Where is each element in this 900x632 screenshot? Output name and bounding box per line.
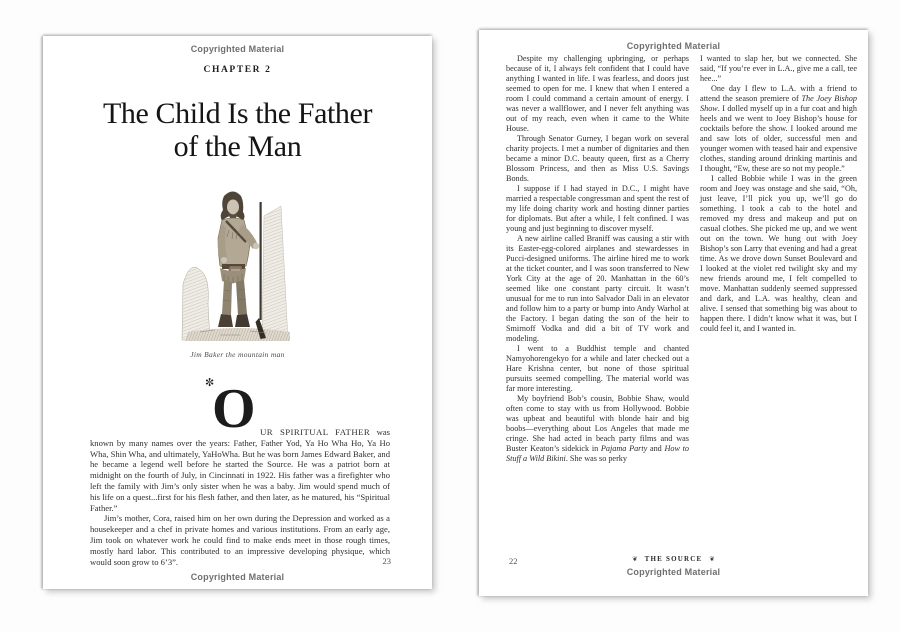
left-body-text <box>90 377 390 567</box>
dropcap-letter: O <box>212 378 256 440</box>
page-number-left: 23 <box>382 556 391 566</box>
opening-smallcaps: UR SPIRITUAL FATHER <box>260 427 371 437</box>
show-title-italic: The Joey Bishop Show <box>700 94 857 113</box>
column2-paragraph-3: I called Bobbie while I was in the green room and Joey was onstage and she said, “Oh, just leave, I’ll pick you up, we’ll go do something. I took a cab to the hotel and removed my dress and makeup and put on casual clothes. She picked me up, and we went out on the town. We hung out with Joey Bishop’s son Larry that evening and had a great time. As we drove down Sunset Boulevard and I looked at the violet red twilight sky and my new friends around me, I felt compelled to move. Manhattan suddenly seemed suppressed and dark, and L.A. was healthy, clean and alive. I sensed that something big was about to happen there. I didn’t know what it was, but I could feel it, and I wanted in. <box>700 174 857 333</box>
chapter-title-line1: The Child Is the Father <box>102 97 373 130</box>
copyright-notice-bottom: Copyrighted Material <box>190 572 285 582</box>
page-number-right: 22 <box>509 556 518 566</box>
paragraph-1-text: was known by many names over the years: Father, Father Yod, Ya Ho Wha Ho, Ya Ho Wha, Shin Wha, and ultimately, YaHoWha. But he was born James Edward Baker, and he became a legend well before he started the Source. He was a patriot born at midnight on the fourth of July, in Cincinnati in 1922. His father was a firefighter who left the family with Jim’s only sister when he was a baby. Jim would spend much of his life on a quest...first for his flesh father, and then later, as he matured, his “Spiritual Father.” <box>90 427 390 513</box>
illustration-caption: Jim Baker the mountain man <box>190 350 285 359</box>
copyright-notice-bottom: Copyrighted Material <box>626 567 721 577</box>
fleuron-icon: ❦ <box>709 555 715 563</box>
copyright-notice-top: Copyrighted Material <box>190 44 285 54</box>
column1-paragraph-1: Despite my challenging upbringing, or perhaps because of it, I always felt confident that I could have anything I wanted in life. I was fearless, and doors just seemed to open for me. I knew that when I entered a room I could command a certain amount of energy. I was never a wallflower, and I never felt anything was out of my reach, even when it came to the White House. <box>506 54 689 133</box>
text-column-right <box>700 54 857 464</box>
dropcap-initial <box>205 377 262 440</box>
book-title-italic: How to Stuff a Wild Bikini <box>506 444 689 463</box>
book-page-left <box>43 36 432 589</box>
dropcap-ornament-icon: ✼ <box>205 377 215 389</box>
fleuron-icon: ❦ <box>632 555 638 563</box>
copyright-notice-top: Copyrighted Material <box>626 41 721 51</box>
body-paragraph-2: Jim’s mother, Cora, raised him on her own during the Depression and worked as a housekeeper and a chef in private homes and various institutions. From an early age, Jim took on whatever work he could find to make ends meet in those rough times, mostly hard labor. This contributed to an impressive developing physique, which would soon grow to 6’3”. <box>90 513 390 567</box>
running-footer <box>479 555 868 563</box>
column1-paragraph-2: Through Senator Gurney, I began work on several charity projects. I met a number of dignitaries and then became a minor D.C. beauty queen, first as a Cherry Blossom Princess, and then as Miss U.S. Savings Bonds. <box>506 134 689 183</box>
column1-paragraph-4: A new airline called Braniff was causing a stir with its Easter-egg-colored airplanes and stewardesses in Pucci-designed uniforms. The airline hired me to work at the ticket counter, and I was soon transferred to New York City at the age of 20. Manhattan in the 60’s seemed like one constant party circuit. It wasn’t unusual for me to run into Salvador Dali in an elevator and follow him to a party or bump into Andy Warhol at the Factory. I began dating the son of the heir to Smirnoff Vodka and did a bit of TV work and modeling. <box>506 234 689 343</box>
column2-paragraph-2: One day I flew to L.A. with a friend to attend the season premiere of The Joey Bishop Show. I dolled myself up in a fur coat and high heels and we went to Joey Bishop’s house for cocktails before the show. I looked around me and saw lots of older, successful men and younger women with teased hair and expensive clothes, standing around drinking martinis and I thought, “Ew, these are so not my people.” <box>700 84 857 173</box>
book-title-footer: THE SOURCE <box>644 555 703 563</box>
column1-paragraph-3: I suppose if I had stayed in D.C., I might have married a respectable congressman and spent the rest of my life doing charity work and hosting dinner parties for diplomats. But after a while, I felt confined. I was young and just beginning to discover myself. <box>506 184 689 233</box>
column1-paragraph-5: I went to a Buddhist temple and chanted Namyohorengekyo for a while and later checked out a Hare Krishna center, but none of those spiritual pursuits seemed compelling. The material world was far more interesting. <box>506 344 689 393</box>
book-title-italic: Pajama Party <box>600 444 648 453</box>
chapter-heading: CHAPTER 2 <box>203 65 272 75</box>
mountain-man-illustration <box>180 182 296 346</box>
column1-paragraph-6: My boyfriend Bob’s cousin, Bobbie Shaw, would often come to stay with us from Hollywood. Bobbie was upbeat and beautiful with blonde hair and big boobs—everything about Los Angeles that made me cringe. She had acted in beach party films and was Buster Keaton’s sidekick in Pajama Party and How to Stuff a Wild Bikini. She was so perky <box>506 394 689 463</box>
column2-paragraph-1: I wanted to slap her, but we connected. She said, “If you’re ever in L.A., give me a call, tee hee...” <box>700 54 857 83</box>
two-column-text <box>506 54 857 464</box>
text-column-left <box>506 54 689 464</box>
chapter-title <box>43 97 432 163</box>
book-page-right <box>479 30 868 596</box>
chapter-title-line2: of the Man <box>173 130 302 163</box>
